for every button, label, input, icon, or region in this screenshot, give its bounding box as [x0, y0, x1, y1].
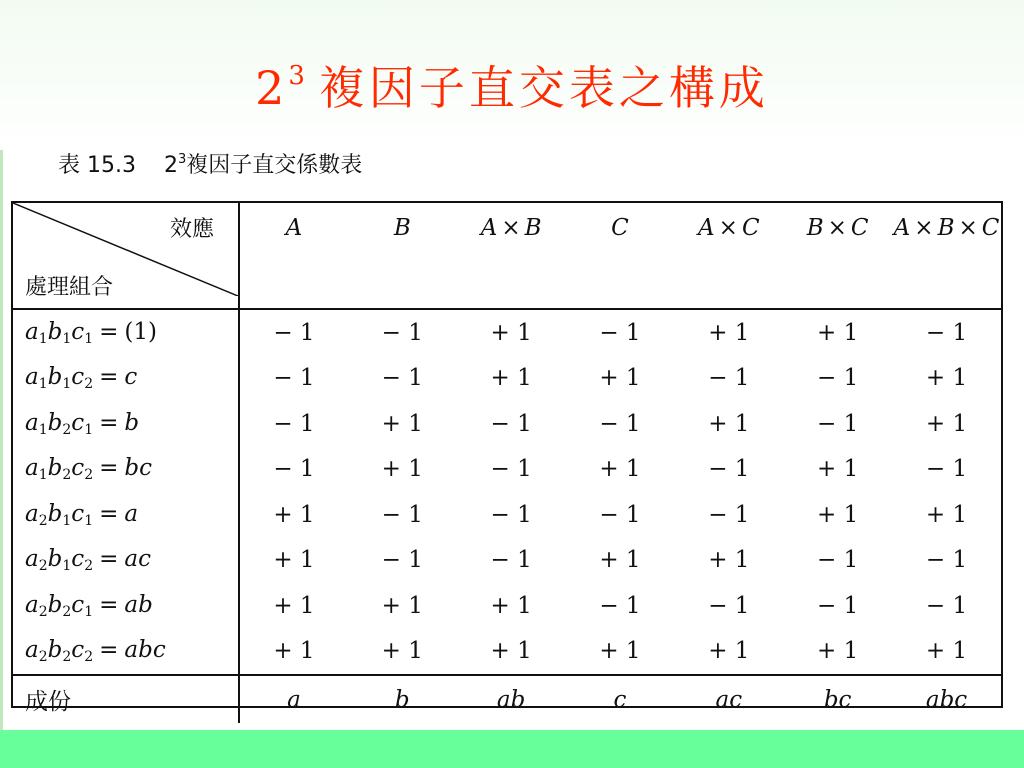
factor-letter: c [71, 409, 85, 436]
factor-level-subscript: 1 [38, 330, 48, 347]
factor-letter: a [25, 364, 39, 391]
coefficient-cell: − 1 [273, 410, 315, 437]
coefficient-cell: + 1 [599, 456, 641, 483]
times-symbol: × [958, 215, 978, 241]
table-row [13, 447, 1001, 493]
coefficient-cell: + 1 [599, 365, 641, 392]
coefficient-cell: − 1 [490, 456, 532, 483]
effects-header-label: 效應 [169, 217, 214, 242]
equals-sign: = [99, 455, 119, 482]
component-cell: b [348, 675, 457, 723]
factor-level-subscript: 1 [84, 421, 94, 438]
factor-letter: a [25, 409, 39, 436]
factor-level-subscript: 1 [84, 603, 94, 620]
factor-level-subscript: 1 [38, 467, 48, 484]
coefficient-cell: − 1 [381, 501, 423, 528]
title-text: 複因子直交表之構成 [318, 61, 769, 115]
factor-level-subscript: 2 [84, 376, 94, 393]
treatment-combination-label [13, 538, 239, 584]
factor-letter: a [25, 637, 39, 664]
coefficient-cell: − 1 [708, 365, 750, 392]
table-caption [58, 148, 362, 179]
table-row [13, 492, 1001, 538]
factor-level-subscript: 1 [62, 512, 72, 529]
coefficient-cell: + 1 [381, 592, 423, 619]
equals-sign: = [99, 591, 119, 618]
factor-level-subscript: 2 [38, 649, 48, 666]
factor-symbol: C [611, 215, 629, 241]
coefficient-cell: + 1 [273, 501, 315, 528]
coefficient-cell: + 1 [708, 319, 750, 346]
coefficient-cell: + 1 [708, 547, 750, 574]
coefficient-cell: + 1 [490, 592, 532, 619]
coefficient-cell: − 1 [708, 501, 750, 528]
caption-base: 2 [163, 153, 178, 178]
coefficient-cell: − 1 [817, 592, 859, 619]
factor-letter: c [71, 546, 85, 573]
times-symbol: × [914, 215, 934, 241]
treatment-combination-label [13, 447, 239, 493]
coefficient-cell: + 1 [273, 547, 315, 574]
factor-symbol: A [480, 215, 498, 241]
coefficient-cell: − 1 [925, 456, 968, 483]
table-row [13, 583, 1001, 629]
factor-letter: c [71, 318, 85, 345]
coefficient-cell: + 1 [381, 638, 423, 665]
table-number: 表 15.3 [58, 153, 136, 178]
component-cell: a [239, 675, 348, 723]
treatment-symbol: ab [124, 591, 153, 618]
factor-symbol: B [806, 215, 824, 241]
factor-level-subscript: 1 [62, 330, 72, 347]
effect-header-4 [566, 203, 675, 309]
treatment-symbol: ac [124, 546, 151, 573]
factor-letter: a [25, 500, 39, 527]
coefficient-cell: + 1 [490, 638, 532, 665]
coefficient-cell: − 1 [273, 365, 315, 392]
factor-letter: a [25, 546, 39, 573]
equals-sign: = [99, 546, 119, 573]
coefficient-cell: + 1 [490, 319, 532, 346]
equals-sign: = [99, 318, 119, 345]
treatment-combination-label [13, 356, 239, 402]
factor-letter: c [71, 500, 85, 527]
bottom-color-band [0, 730, 1024, 768]
equals-sign: = [99, 364, 119, 391]
coefficient-cell: − 1 [599, 319, 641, 346]
factor-symbol: B [393, 215, 411, 241]
factor-level-subscript: 1 [84, 512, 94, 529]
coefficient-cell: − 1 [817, 365, 859, 392]
effect-header-5 [674, 203, 783, 309]
table-row [13, 538, 1001, 584]
effect-header-2 [348, 203, 457, 309]
coefficient-cell: + 1 [817, 638, 859, 665]
effect-header-1 [239, 203, 348, 309]
factor-letter: c [71, 591, 85, 618]
factor-symbol: A [893, 215, 911, 241]
treatment-symbol: c [124, 364, 138, 391]
coefficient-cell: − 1 [381, 365, 423, 392]
coefficient-cell: + 1 [817, 319, 859, 346]
coefficient-cell: + 1 [925, 365, 968, 392]
treatment-symbol: (1) [124, 318, 157, 345]
factor-level-subscript: 2 [84, 558, 94, 575]
times-symbol: × [827, 215, 847, 241]
factor-level-subscript: 2 [62, 467, 72, 484]
coefficient-cell: + 1 [490, 365, 532, 392]
coefficient-cell: + 1 [708, 638, 750, 665]
factor-level-subscript: 1 [62, 376, 72, 393]
factor-letter: b [47, 409, 63, 436]
factor-level-subscript: 1 [38, 421, 48, 438]
coefficient-cell: + 1 [381, 410, 423, 437]
factor-level-subscript: 1 [84, 330, 94, 347]
table-body [13, 309, 1001, 723]
header-row [13, 203, 1001, 309]
coefficient-cell: − 1 [490, 501, 532, 528]
treatment-symbol: a [124, 500, 139, 527]
component-row [13, 675, 1001, 723]
factor-letter: b [47, 637, 63, 664]
coefficient-cell: + 1 [599, 547, 641, 574]
corner-header-cell [13, 203, 239, 309]
coefficient-cell: + 1 [599, 638, 641, 665]
treatment-combination-label [13, 309, 239, 356]
factor-level-subscript: 2 [62, 421, 72, 438]
factor-letter: b [47, 591, 63, 618]
factor-symbol: C [850, 215, 869, 241]
factor-symbol: A [698, 215, 715, 241]
coefficient-cell: − 1 [817, 410, 859, 437]
factor-level-subscript: 2 [84, 467, 94, 484]
factor-level-subscript: 2 [84, 649, 94, 666]
factor-letter: b [47, 455, 63, 482]
title-exponent: 3 [288, 61, 305, 91]
coefficient-cell: + 1 [925, 638, 968, 665]
caption-text: 複因子直交係數表 [186, 153, 363, 178]
coefficient-cell: − 1 [273, 456, 315, 483]
factor-letter: c [71, 364, 85, 391]
effect-header-3 [457, 203, 566, 309]
component-cell: c [566, 675, 675, 723]
factor-letter: b [47, 546, 63, 573]
caption-exponent: 3 [177, 152, 187, 167]
factor-symbol: C [981, 215, 1000, 241]
component-cell: abc [892, 675, 1001, 723]
coefficient-cell: − 1 [708, 592, 750, 619]
factor-level-subscript: 1 [62, 558, 72, 575]
factor-letter: c [71, 455, 85, 482]
factor-level-subscript: 1 [38, 376, 48, 393]
factor-symbol: B [937, 215, 955, 241]
factor-letter: b [47, 364, 63, 391]
coefficient-cell: − 1 [599, 592, 641, 619]
treatment-combination-label [13, 629, 239, 676]
table-row [13, 356, 1001, 402]
table-row [13, 629, 1001, 676]
factor-level-subscript: 2 [62, 649, 72, 666]
times-symbol: × [718, 215, 738, 241]
coefficient-cell: + 1 [817, 456, 859, 483]
slide-title [0, 52, 1024, 118]
coefficient-cell: − 1 [381, 319, 423, 346]
component-cell: ac [674, 675, 783, 723]
coefficient-cell: + 1 [381, 456, 423, 483]
factor-level-subscript: 2 [38, 558, 48, 575]
treatment-symbol: bc [124, 455, 152, 482]
coefficient-cell: − 1 [490, 410, 532, 437]
coefficient-cell: + 1 [273, 638, 315, 665]
component-cell: ab [457, 675, 566, 723]
effect-header-7 [892, 203, 1001, 309]
orthogonal-table [11, 201, 1003, 715]
treatment-combination-label [13, 492, 239, 538]
component-cell: bc [783, 675, 892, 723]
factor-letter: a [25, 591, 39, 618]
coefficient-cell: − 1 [925, 319, 968, 346]
factor-letter: c [71, 637, 85, 664]
factor-symbol: A [285, 215, 303, 241]
table-row [13, 401, 1001, 447]
effect-header-6 [783, 203, 892, 309]
factor-letter: b [47, 318, 63, 345]
treatments-header-label: 處理組合 [25, 275, 114, 300]
factor-level-subscript: 2 [38, 603, 48, 620]
treatment-combination-label [13, 583, 239, 629]
factor-letter: a [25, 318, 39, 345]
equals-sign: = [99, 500, 119, 527]
times-symbol: × [501, 215, 521, 241]
coefficient-cell: − 1 [381, 547, 423, 574]
coefficient-cell: + 1 [708, 410, 750, 437]
treatment-symbol: abc [124, 637, 166, 664]
component-label: 成份 [13, 675, 239, 723]
coefficient-cell: + 1 [925, 410, 968, 437]
factor-level-subscript: 2 [38, 512, 48, 529]
factor-letter: a [25, 455, 39, 482]
factor-letter: b [47, 500, 63, 527]
title-base: 2 [255, 61, 289, 115]
treatment-combination-label [13, 401, 239, 447]
treatment-symbol: b [124, 409, 140, 436]
factor-level-subscript: 2 [62, 603, 72, 620]
coefficient-cell: + 1 [817, 501, 859, 528]
coefficient-cell: − 1 [925, 592, 968, 619]
equals-sign: = [99, 409, 119, 436]
left-accent-rule [0, 150, 3, 730]
coefficient-cell: − 1 [490, 547, 532, 574]
coefficient-cell: − 1 [273, 319, 315, 346]
factor-symbol: C [741, 215, 760, 241]
factor-symbol: B [524, 215, 542, 241]
equals-sign: = [99, 637, 119, 664]
coefficient-cell: − 1 [708, 456, 750, 483]
table-row [13, 309, 1001, 356]
coefficient-cell: − 1 [925, 547, 968, 574]
coefficient-cell: − 1 [599, 410, 641, 437]
coefficient-cell: + 1 [925, 501, 968, 528]
coefficient-cell: − 1 [599, 501, 641, 528]
coefficient-cell: − 1 [817, 547, 859, 574]
coefficient-cell: + 1 [273, 592, 315, 619]
